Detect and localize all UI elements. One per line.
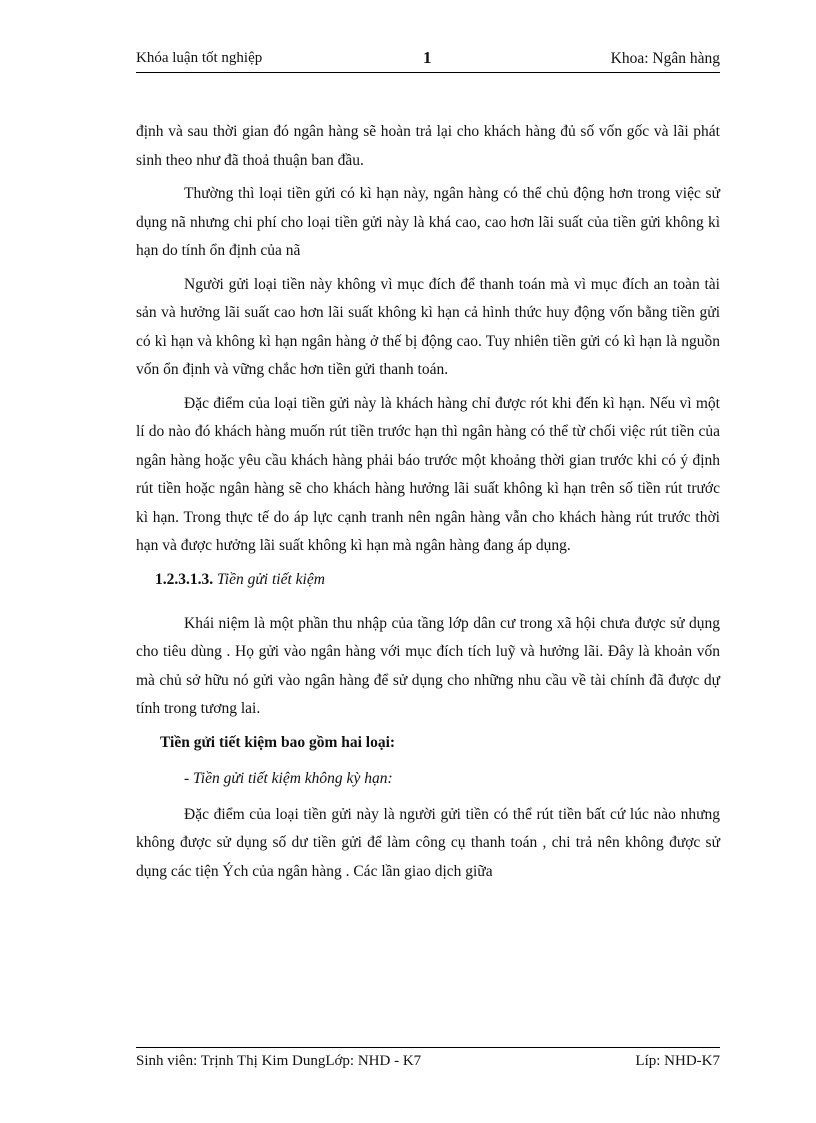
document-body [136,118,720,891]
paragraph-6: Đặc điểm của loại tiền gửi này là người gửi tiền có thể rút tiền bất cứ lúc nào nhưng không được sử dụng số dư tiền gửi để làm công cụ thanh toán , chi trả nên không được sử dụng các tiện Ých của ngân hàng . Các lần giao dịch giữa [136,805,720,880]
paragraph-4: Đặc điểm của loại tiền gửi này là khách hàng chỉ được rót khi đến kì hạn. Nếu vì một lí do nào đó khách hàng muốn rút tiền trước hạn thì ngân hàng có thể từ chối việc rút tiền của ngân hàng hoặc yêu cầu khách hàng phải báo trước một khoảng thời gian trước khi có ý định rút tiền hoặc ngân hàng sẽ cho khách hàng hưởng lãi suất không kì hạn trên số tiền rút trước kì hạn. Trong thực tế do áp lực cạnh tranh nên ngân hàng vẫn cho khách hàng rút trước thời hạn và được hưởng lãi suất không kì hạn mà ngân hàng đang áp dụng. [136,394,720,554]
page-footer [136,1047,720,1077]
paragraph-1: định và sau thời gian đó ngân hàng sẽ hoàn trả lại cho khách hàng đủ số vốn gốc và lãi phát sinh theo như đã thoả thuận ban đầu. [136,123,720,169]
header-faculty-label: Khoa: Ngân hàng [610,50,720,67]
footer-rule [136,1047,720,1048]
section-number: 1.2.3.1.3. [155,570,214,588]
page-header [136,46,720,72]
section-heading [155,566,720,594]
sub-item: - Tiền gửi tiết kiệm không kỳ hạn: [184,769,393,787]
header-rule [136,72,720,73]
subheading: Tiền gửi tiết kiệm bao gồm hai loại: [160,733,396,751]
paragraph-2: Thường thì loại tiền gửi có kì hạn này, ngân hàng có thể chủ động hơn trong việc sử dụng nã nhưng chi phí cho loại tiền gửi này là khá cao, cao hơn lãi suất của tiền gửi không kì hạn do tính ổn định của nã [136,185,720,259]
paragraph-5: Khái niệm là một phần thu nhập của tầng lớp dân cư trong xã hội chưa được sử dụng cho tiêu dùng . Họ gửi vào ngân hàng với mục đích tích luỹ và hưởng lãi. Đây là khoản vốn mà chủ sở hữu nó gửi vào ngân hàng để sử dụng cho những nhu cầu về tài chính đã được dự tính trong tương lai. [136,614,720,717]
footer-class-info: Líp: NHD-K7 [635,1053,720,1069]
header-thesis-label: Khóa luận tốt nghiệp [136,50,263,66]
paragraph-3: Người gửi loại tiền này không vì mục đích để thanh toán mà vì mục đích an toàn tài sản và hưởng lãi suất cao hơn lãi suất không kì hạn cả hình thức huy động vốn bằng tiền gửi có kì hạn và không kì hạn ngân hàng ở thế bị động cao. Tuy nhiên tiền gửi có kì hạn là nguồn vốn ổn định và vững chắc hơn tiền gửi thanh toán. [136,275,720,378]
page-number: 1 [423,48,432,67]
section-title: Tiền gửi tiết kiệm [217,570,325,588]
footer-student-info: Sinh viên: Trịnh Thị Kim DungLớp: NHD - K7 [136,1053,422,1069]
